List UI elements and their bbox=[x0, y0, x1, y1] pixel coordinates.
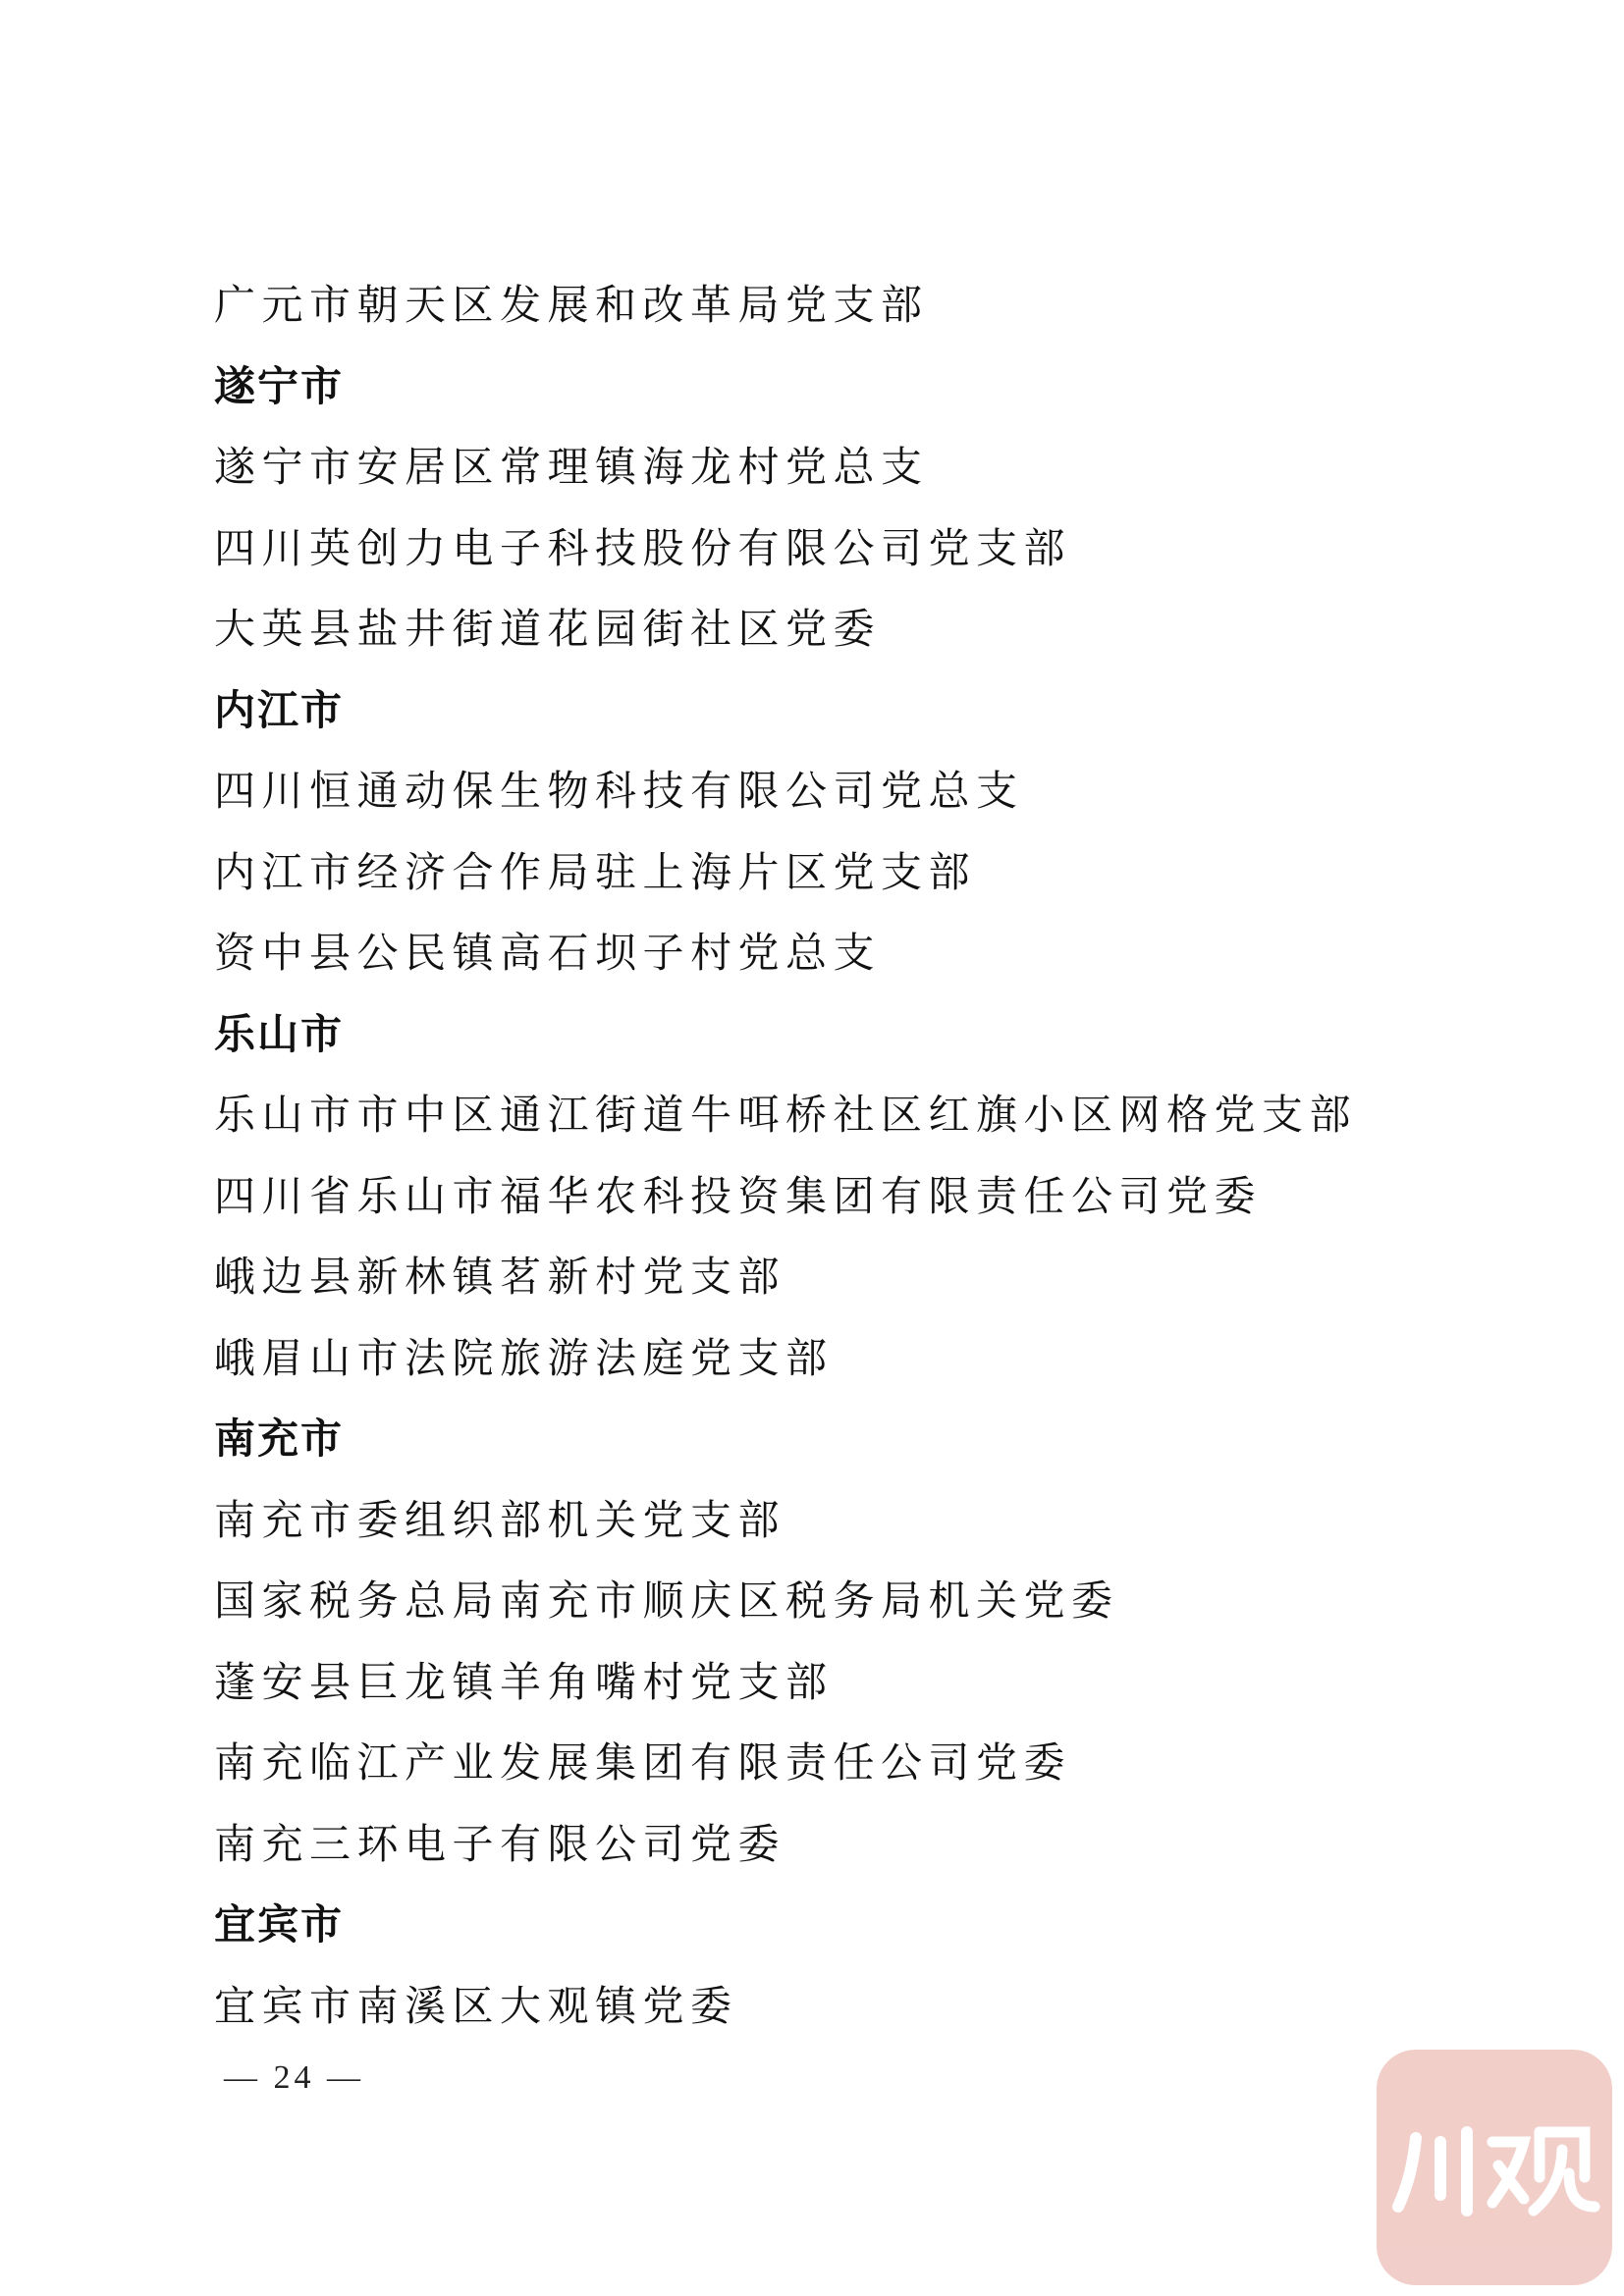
organization-entry: 四川恒通动保生物科技有限公司党总支 bbox=[214, 767, 1024, 815]
organization-entry: 南充市委组织部机关党支部 bbox=[214, 1495, 786, 1544]
organization-entry: 蓬安县巨龙镇羊角嘴村党支部 bbox=[214, 1657, 834, 1706]
organization-entry: 国家税务总局南充市顺庆区税务局机关党委 bbox=[214, 1576, 1119, 1625]
organization-entry: 四川省乐山市福华农科投资集团有限责任公司党委 bbox=[214, 1171, 1263, 1220]
organization-entry: 广元市朝天区发展和改革局党支部 bbox=[214, 281, 929, 329]
chuanguan-watermark-logo bbox=[1377, 2050, 1612, 2285]
organization-entry: 乐山市市中区通江街道牛咡桥社区红旗小区网格党支部 bbox=[214, 1091, 1358, 1139]
city-heading: 南充市 bbox=[214, 1415, 345, 1463]
city-heading: 宜宾市 bbox=[214, 1900, 345, 1949]
document-content bbox=[214, 265, 1490, 2047]
page-number: — 24 — bbox=[224, 2059, 364, 2096]
organization-entry: 资中县公民镇高石坝子村党总支 bbox=[214, 929, 882, 977]
organization-entry: 峨边县新林镇茗新村党支部 bbox=[214, 1253, 786, 1301]
watermark-lettering bbox=[1386, 2109, 1602, 2226]
organization-entry: 遂宁市安居区常理镇海龙村党总支 bbox=[214, 443, 929, 491]
organization-entry: 峨眉山市法院旅游法庭党支部 bbox=[214, 1333, 834, 1382]
organization-entry: 南充三环电子有限公司党委 bbox=[214, 1819, 786, 1868]
organization-entry: 南充临江产业发展集团有限责任公司党委 bbox=[214, 1738, 1072, 1787]
city-heading: 乐山市 bbox=[214, 1009, 345, 1058]
city-heading: 遂宁市 bbox=[214, 361, 345, 410]
city-heading: 内江市 bbox=[214, 685, 345, 734]
organization-entry: 四川英创力电子科技股份有限公司党支部 bbox=[214, 523, 1072, 572]
organization-entry: 内江市经济合作局驻上海片区党支部 bbox=[214, 847, 977, 896]
organization-entry: 宜宾市南溪区大观镇党委 bbox=[214, 1981, 738, 2030]
organization-entry: 大英县盐井街道花园街社区党委 bbox=[214, 605, 882, 653]
